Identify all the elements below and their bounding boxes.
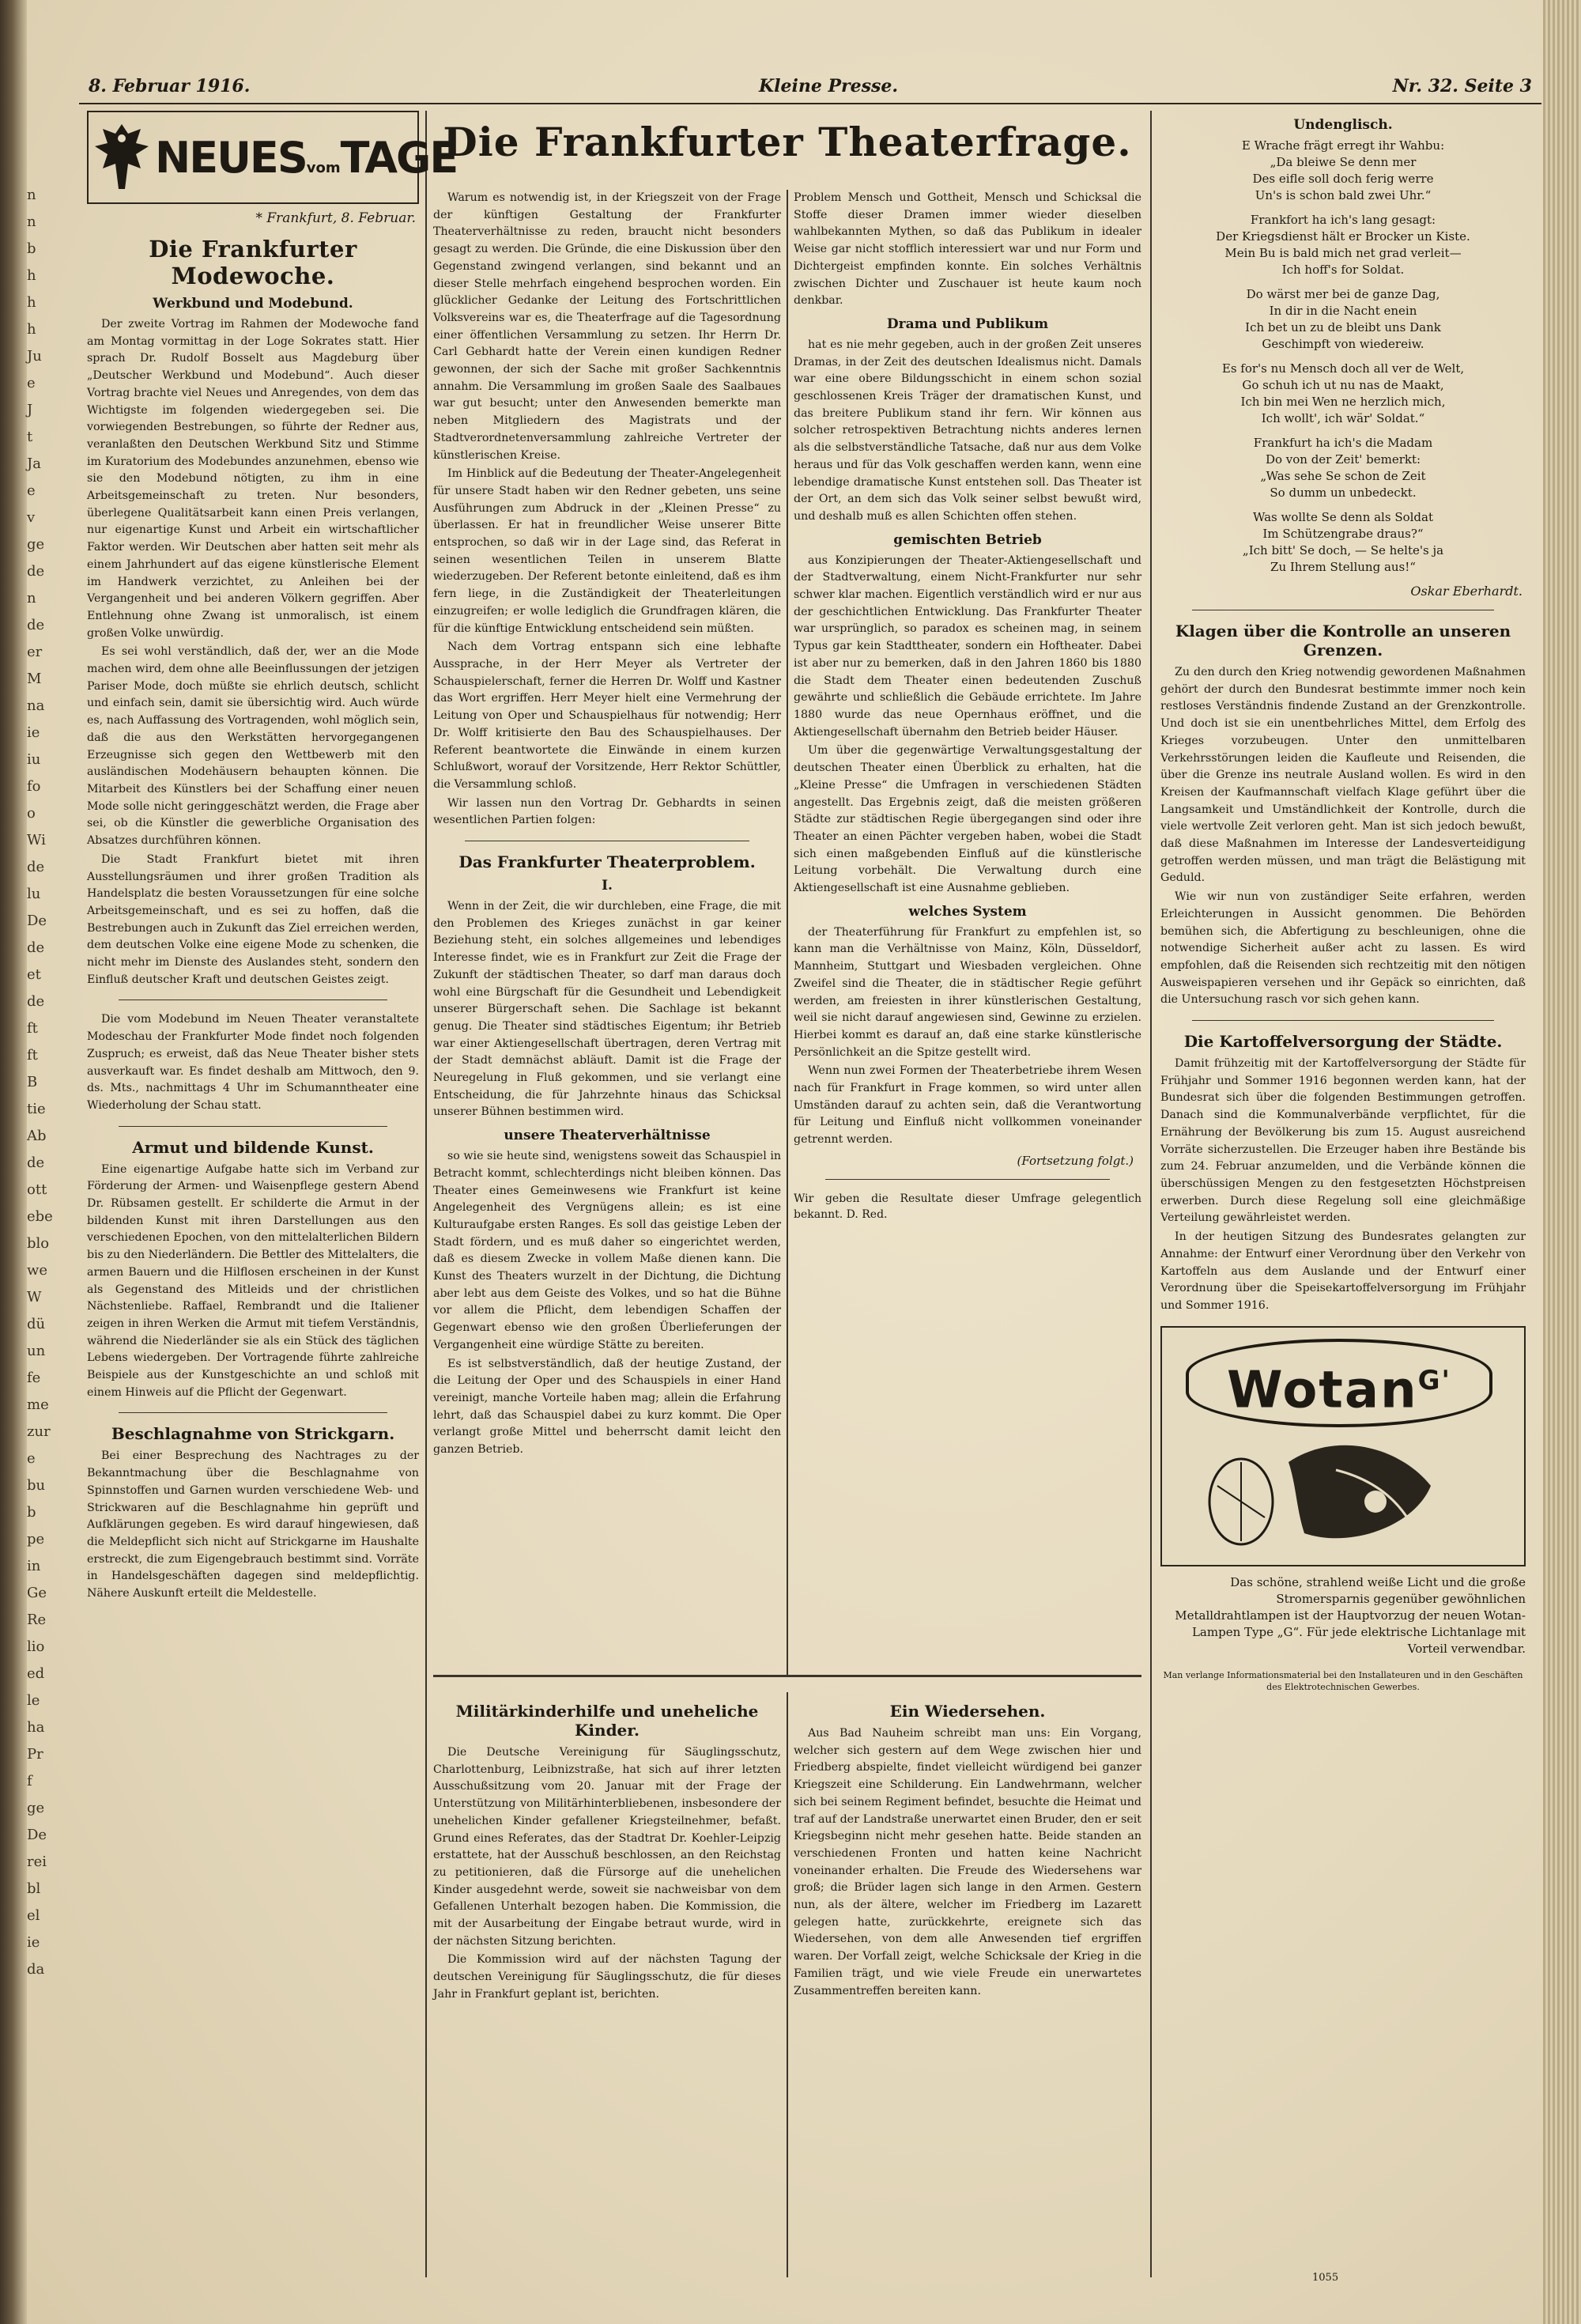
article-paragraph: In der heutigen Sitzung des Bundesrates gelangten zur Annahme: der Entwurf einer Verordnung über den Verkehr von Kartoffeln aus dem Auslande und der Entwurf einer Verordnung über die Speisekartoffelversorgung im Frühjahr und Sommer 1916. — [1160, 1230, 1526, 1312]
facing-page-fragment: fe — [27, 1370, 41, 1386]
wotan-logo: Wotan$^{G'}$ — [1186, 1339, 1492, 1427]
section-title: Das Frankfurter Theaterproblem. — [458, 852, 756, 872]
article-paragraph: Warum es notwendig ist, in der Kriegszeit von der Frage der künftigen Gestaltung der Frankfurter Theaterverhältnisse zu reden, braucht nicht besonders gesagt zu werden. Die Gründe, die eine Diskussion über den Gegenstand zwingend verlangen, sind bekannt und an dieser Stelle mehrfach eingehend besprochen worden. Ein glücklicher Gedanke der Leitung des Fortschrittlichen Volksvereins war es, die Theaterfrage auf die Tagesordnung einer öffentlichen Versammlung zu setzen. Ihr Herrn Dr. Carl Gebhardt hatte der Verein einen kundigen Redner gewonnen, der sich der Sache mit großer Sachkenntnis annahm. Die Versammlung im großen Saale des Saalbaues war gut besucht; unter den Anwesenden bemerkte man neben Mitgliedern des Magistrats und der Stadtverordnetenversammlung zahlreiche Vertreter der künstlerischen Kreise. — [433, 191, 781, 462]
article-title-strickgarn: Beschlagnahme von Strickgarn. — [111, 1424, 395, 1444]
facing-page-fragment: de — [27, 617, 45, 633]
facing-page-fragment: t — [27, 429, 33, 445]
lamp-illustration-icon — [1178, 1415, 1494, 1557]
facing-page-fragment: in — [27, 1558, 41, 1574]
article-title-kartoffel: Die Kartoffelversorgung der Städte. — [1183, 1032, 1503, 1052]
facing-page-fragment: blo — [27, 1235, 50, 1252]
facing-page-fragment: me — [27, 1396, 49, 1413]
facing-page-fragment: Ju — [27, 348, 42, 365]
facing-page-fragment: rei — [27, 1854, 47, 1870]
facing-page-fragment: bu — [27, 1477, 46, 1494]
editor-note: Wir geben die Resultate dieser Umfrage gelegentlich bekannt. D. Red. — [794, 1192, 1141, 1221]
facing-page-fragment: ie — [27, 724, 40, 741]
facing-page-fragment: da — [27, 1961, 45, 1978]
facing-page-fragment: Ge — [27, 1585, 47, 1601]
facing-page-fragment: J — [27, 402, 33, 418]
facing-page-fragment: lio — [27, 1638, 45, 1655]
neues-vom-tage-logo — [87, 111, 458, 204]
facing-page-fragment: Wi — [27, 832, 46, 848]
facing-page-fragment: ha — [27, 1719, 45, 1736]
poem-stanza: Frankfurt ha ich's die Madam Do von der Zeit' bemerkt: „Was sehe Se schon de Zeit So dumm un unbedeckt. — [1253, 436, 1433, 500]
facing-page-fragment: fo — [27, 778, 41, 795]
facing-page-fragment: n — [27, 590, 36, 607]
facing-page-fragment: b — [27, 240, 36, 257]
advertisement-text: Das schöne, strahlend weiße Licht und die große Stromersparnis gegenüber gewöhnlichen Metalldrahtlampen ist der Hauptvorzug der neuen Wotan-Lampen Type „G“. Für jede elektrische Lichtanlage mit Vorteil verwendbar. — [1175, 1574, 1526, 1656]
column-rule — [425, 111, 427, 2277]
article-title-militaerkinder: Militärkinderhilfe und uneheliche Kinder. — [455, 1702, 759, 1740]
facing-page-fragment: de — [27, 563, 45, 580]
facing-page-fragment: ge — [27, 536, 45, 553]
article-paragraph: Im Hinblick auf die Bedeutung der Theater-Angelegenheit für unsere Stadt haben wir den Redner gebeten, uns seine Ausführungen zum Abdruck in der „Kleinen Presse“ zu überlassen. Er hat in freundlicher Weise unserer Bitte entsprochen, so daß wir in der Lage sind, das Referat in seinen wesentlichen Teilen in unserem Blatte wiederzugeben. Der Referent betonte einleitend, daß es ihm fern liege, in die Zuständigkeit der Theaterleitungen einzugreifen; er wolle lediglich die Grundfragen klären, die für die künftige Entwicklung entscheidend sein müßten. — [433, 467, 781, 635]
article-title-modewoche: Die Frankfurter Modewoche. — [149, 236, 357, 289]
facing-page-fragment: h — [27, 267, 36, 284]
facing-page-fragment: e — [27, 482, 36, 499]
facing-page-fragment: Ja — [27, 455, 41, 472]
facing-page-fragment: de — [27, 1154, 45, 1171]
divider — [825, 1179, 1110, 1180]
article-paragraph: Wir lassen nun den Vortrag Dr. Gebhardts in seinen wesentlichen Partien folgen: — [433, 796, 781, 827]
divider — [119, 1126, 387, 1127]
facing-page-fragment: dü — [27, 1316, 46, 1332]
poem-stanza: Was wollte Se denn als Soldat Im Schützengrabe draus?“ „Ich bitt' Se doch, — Se helte's ja Zu Ihrem Stellung aus!“ — [1242, 510, 1444, 574]
facing-page-fragment: M — [27, 671, 42, 687]
facing-page-fragment: de — [27, 859, 45, 875]
poem-title: Undenglisch. — [1293, 117, 1393, 133]
facing-page-fragment: na — [27, 697, 45, 714]
article-paragraph: Wenn in der Zeit, die wir durchleben, eine Frage, die mit den Problemen des Krieges zunächst in gar keiner Beziehung steht, ein solches allgemeines und lebendiges Interesse findet, wie es in Frankfurt zur Zeit die Frage der Zukunft der städtischen Theater, so darf man daraus doch wohl eine Bürgschaft für die Gesundheit und Lebendigkeit unserer Bürgerschaft sehen. Die Sachlage ist bekannt genug. Die Theater sind städtisches Eigentum; ihr Betrieb war einer Aktiengesellschaft übertragen, deren Vertrag mit der Stadt demnächst abläuft. Damit ist die Frage der Neuregelung in Fluß gekommen, und sie verlangt eine Entscheidung, die für Jahrzehnte hinaus das Schicksal unserer Bühnen bestimmen wird. — [433, 900, 781, 1119]
facing-page-fragment: we — [27, 1262, 48, 1279]
article-paragraph: aus Konzipierungen der Theater-Aktiengesellschaft und der Stadtverwaltung, einem Nicht-Frankfurter nur sehr schwer klar machen. Eigentlich verständlich wird er nur aus der geschichtlichen Entwicklung. Das Frankfurter Theater war ursprünglich, so paradox es scheinen mag, in seinem Typus gar kein Stadttheater, sondern ein Hoftheater. Dabei ist aber nur zu bemerken, daß in den Jahren 1860 bis 1880 die Stadt dem Theater einen bedeutenden Zuschuß gewährte und schließlich die Gebäude errichtete. Im Jahre 1880 wurde das neue Opernhaus eröffnet, und die Aktiengesellschaft übernahm den Betrieb beider Häuser. — [794, 554, 1141, 739]
facing-page-fragment: ge — [27, 1800, 45, 1816]
article-paragraph: so wie sie heute sind, wenigstens soweit das Schauspiel in Betracht kommt, schlechterdings nicht bleiben können. Das Theater eines Gemeinwesens wie Frankfurt ist keine Angelegenheit des Vergnügens allein; es ist eine Kulturaufgabe ersten Ranges. Es soll das geistige Leben der Stadt fördern, und es muß daher so eingerichtet werden, daß es diesem Zwecke in vollem Maße dienen kann. Die Kunst des Theaters wurzelt in der Dichtung, die Dichtung aber lebt aus dem Geiste des Volkes, und so hat die Bühne vor allem die Pflicht, dem lebendigen Schaffen der Gegenwart ebenso wie den großen Überlieferungen der Vergangenheit eine würdige Stätte zu bereiten. — [433, 1150, 781, 1351]
facing-page-fragment: tie — [27, 1101, 46, 1117]
section-number: I. — [602, 878, 613, 894]
facing-page-fragment: n — [27, 214, 36, 230]
header-paper-name: Kleine Presse. — [759, 76, 899, 96]
column-rule — [787, 190, 788, 1676]
facing-page-fragment: Pr — [27, 1746, 43, 1763]
facing-page-fragment: f — [27, 1773, 32, 1789]
article-paragraph: Wenn nun zwei Formen der Theaterbetriebe ihrem Wesen nach für Frankfurt in Frage kommen, so wird unter allen Umständen darauf zu achten sein, daß die Verantwortung für Leitung und Einfluß nicht vollkommen voneinander getrennt werden. — [794, 1064, 1141, 1147]
facing-page-fragment: W — [27, 1289, 42, 1306]
article-paragraph: Damit frühzeitig mit der Kartoffelversorgung der Städte für Frühjahr und Sommer 1916 begonnen werden kann, hat der Bundesrat sich über die folgenden Bestimmungen getroffen. Danach sind die Kommunalverbände verpflichtet, für die Ernährung der Bevölkerung bis zum 15. August ausreichend Vorräte sicherzustellen. Die Erzeuger haben ihre Bestände bis zum 24. Februar anzumelden, und die Verbände können die überschüssigen Mengen zu den festgesetzten Höchstpreisen erwerben. Durch diese Regelung soll eine gleichmäßige Verteilung gewährleistet werden. — [1160, 1057, 1526, 1225]
dateline: * Frankfurt, 8. Februar. — [255, 210, 416, 226]
continued-note: (Fortsetzung folgt.) — [1017, 1153, 1134, 1168]
header-date: 8. Februar 1916. — [89, 76, 251, 96]
facing-page-fragment: lu — [27, 886, 41, 902]
poem-stanza: E Wrache frägt erregt ihr Wahbu: „Da bleiwe Se denn mer Des eifle soll doch ferig werre Un's is schon bald zwei Uhr.“ — [1241, 138, 1445, 202]
article-paragraph: Der zweite Vortrag im Rahmen der Modewoche fand am Montag vormittag in der Loge Sokrates statt. Hier sprach Dr. Rudolf Bosselt aus Magdeburg über „Deutscher Werkbund und Modebund“. Auch dieser Vortrag brachte viel Neues und Anregendes, von dem das Wichtigste im folgenden wiedergegeben sei. Die vorwiegenden Bestrebungen, so führte der Redner aus, veranlaßten den Deutschen Werkbund Sitz und Stimme im Kuratorium des Modebundes anzunehmen, ebenso wie sie den Modebund nötigten, zu ihm in eine Arbeitsgemeinschaft zu treten. Nur besonders, überlegene Qualitätsarbeit kann einen Preis verlangen, nur eigenartige Kunst und Arbeit ein wirtschaftlicher Faktor werden. Wir Deutschen aber hatten seit mehr als einem Jahrhundert auf das eigene künstlerische Element im Handwerk verzichtet, zu Anleihen bei der Vergangenheit und bei anderen Völkern gegriffen. Aber Entlehnung ohne Zwang ist unmoralisch, ist einem großen Volke unwürdig. — [87, 318, 419, 640]
facing-page-fragment: ed — [27, 1665, 45, 1682]
facing-page-fragment: h — [27, 294, 36, 311]
poem-stanza: Do wärst mer bei de ganze Dag, In dir in die Nacht enein Ich bet un zu de bleibt uns Dank Geschimpft von wiedereiw. — [1245, 287, 1441, 351]
article-paragraph: Wie wir nun von zuständiger Seite erfahren, werden Erleichterungen in Aussicht genommen. Die Behörden bemühen sich, die Abfertigung zu beschleunigen, ohne die notwendige Sicherheit außer acht zu lassen. Es wird empfohlen, daß die Reisenden sich rechtzeitig mit den nötigen Ausweispapieren versehen und ihr Gepäck so einrichten, daß die Untersuchung rasch vor sich gehen kann. — [1160, 890, 1526, 1007]
facing-page-fragment: iu — [27, 751, 41, 768]
lower-column-2 — [433, 1692, 781, 2277]
facing-page-fragment: b — [27, 1504, 36, 1521]
divider — [119, 1412, 387, 1413]
poem-stanza: Es for's nu Mensch doch all ver de Welt, Go schuh ich ut nu nas de Maakt, Ich bin mei Wen ne herzlich mich, Ich wollt', ich wär' Soldat.“ — [1221, 361, 1465, 425]
article-paragraph: Bei einer Besprechung des Nachtrages zu der Bekanntmachung über die Beschlagnahme von Spinnstoffen und Garnen wurden verschiedene Web- und Strickwaren auf die Beschlagnahme hin geprüft und Aufklärungen gegeben. Es wird darauf hingewiesen, daß die Meldepflicht sich nicht auf Strickgarne im Haushalte erstreckt, die zum Eigengebrauch bestimmt sind. Vorräte in Handelsgeschäften dagegen sind meldepflichtig. Nähere Auskunft erteilt die Meldestelle. — [87, 1449, 419, 1600]
facing-page-fragment: zur — [27, 1423, 51, 1440]
article-paragraph: Aus Bad Nauheim schreibt man uns: Ein Vorgang, welcher sich gestern auf dem Wege zwischen hier und Friedberg abspielte, findet vielleicht würdigend bei ganzer Kriegszeit eine Schilderung. Ein Landwehrmann, welcher sich bei seinem Regiment befindet, besuchte die Heimat und traf auf der Landstraße unerwartet einen Bruder, den er seit Kriegsbeginn nicht mehr gesehen hatte. Beide standen an verschiedenen Fronten und hatten keine Nachricht voneinander erhalten. Die Freude des Wiedersehens war groß; die Brüder lagen sich lange in den Armen. Gestern nun, als der ältere, welcher im Friedberg im Lazarett gelegen hatte, zurückkehrte, ereignete sich das Wiedersehen, von dem alle Anwesenden tief ergriffen waren. Der Vorfall zeigt, welche Schicksale der Krieg in die Familien trägt, und wie viele Freude ein unerwartetes Zusammentreffen bereiten kann. — [794, 1727, 1141, 1997]
article-paragraph: Es sei wohl verständlich, daß der, wer an die Mode machen wird, dem ohne alle Beeinflussungen der jetzigen Pariser Mode, doch müßte sie ehrlich deutsch, schlicht und einfach sein, damit sie übersichtig wird. Auch würde es, nach Auffassung des Vortragenden, wohl möglich sein, daß die aus den Werkstätten hervorgegangenen Erzeugnisse sich gegen den Wettbewerb mit den ausländischen Modehäusern behaupten können. Die Mitarbeit des Künstlers bei der Schaffung einer neuen Mode solle nicht geringgeschätzt werden, die Frage aber sei, ob die Künstler die gewerbliche Organisation des Absatzes durchführen können. — [87, 645, 419, 848]
article-title-grenzen: Klagen über die Kontrolle an unseren Grenzen. — [1175, 622, 1511, 659]
running-header — [79, 68, 1541, 104]
article-paragraph: hat es nie mehr gegeben, auch in der großen Zeit unseres Dramas, in der Zeit des deutschen Idealismus nicht. Damals war eine obere Bildungsschicht in einem schon sozial geschlossenen Kreis Träger der dramatischen Kunst, und das breitere Publikum stand ihr fern. Wir können aus solcher retrospektiven Betrachtung nichts anderes lernen als die selbstverständliche Tatsache, daß nur aus dem Volke heraus und für das Volk geschaffen werden kann, wenn eine lebendige dramatische Kunst entstehen soll. Das Theater ist der Ort, an dem sich das Volk seiner selbst bewußt wird, und deshalb muß es allen Schichten offen stehen. — [794, 338, 1141, 523]
facing-page-fragment: v — [27, 509, 36, 526]
article-paragraph: der Theaterführung für Frankfurt zu empfehlen ist, so kann man die Verhältnisse von Mainz, Köln, Düsseldorf, Mannheim, Stuttgart und Wiesbaden vergleichen. Ohne Zweifel sind die Theater, die in städtischer Regie geführt werden, am freiesten in ihrer künstlerischen Gestaltung, weil sie nicht darauf angewiesen sind, Gewinne zu erzielen. Hierbei kommt es darauf an, daß eine starke künstlerische Persönlichkeit an die Spitze gestellt wird. — [794, 925, 1141, 1059]
facing-page-fragment: pe — [27, 1531, 45, 1547]
facing-page-fragment: h — [27, 321, 36, 338]
column-1 — [87, 111, 458, 2277]
article-paragraph: Nach dem Vortrag entspann sich eine lebhafte Aussprache, in der Herr Meyer als Vertreter der Schauspielerschaft, ferner die Herren Dr. Wolff und Kastner das Wort ergriffen. Herr Meyer hielt eine Vermehrung der Leitung von Oper und Schauspielhaus für notwendig; Herr Dr. Wolff kritisierte den Bau des Schauspielhauses. Der Referent beantwortete die Einwände in einem kurzen Schlußwort, worauf der Vorsitzende, Herr Rektor Schüttler, die Versammlung schloß. — [433, 641, 781, 791]
facing-page-fragment: n — [27, 187, 36, 203]
facing-page-fragment: er — [27, 644, 43, 660]
divider — [1192, 1020, 1494, 1021]
inline-subheading: unsere Theaterverhältnisse — [504, 1128, 711, 1144]
article-paragraph: Problem Mensch und Gottheit, Mensch und Schicksal die Stoffe dieser Dramen immer wieder dieselben wahlbekannten Mythen, so daß das Publikum in idealer Weise gar nicht stofflich interessiert war und nur Form und Dichtergeist empfinden konnte. Ein solches Verhältnis zwischen Dichter und Zuschauer ist heute kaum noch denkbar. — [794, 191, 1141, 308]
article-subtitle: Werkbund und Modebund. — [153, 296, 353, 312]
article-title-wiedersehen: Ein Wiedersehen. — [889, 1702, 1046, 1721]
column-rule — [787, 1692, 788, 2277]
facing-page-fragment: e — [27, 375, 36, 391]
article-paragraph: Es ist selbstverständlich, daß der heutige Zustand, der die Leitung der Oper und des Schauspiels in einer Hand vereinigt, manche Vorteile haben mag; allein die Erfahrung lehrt, daß das Schauspiel dabei zu kurz kommt. Die Oper verlangt große Mittel und beherrscht damit leicht den ganzen Betrieb. — [433, 1357, 781, 1457]
article-paragraph: Die vom Modebund im Neuen Theater veranstaltete Modeschau der Frankfurter Mode findet noch folgenden Zuspruch; es erweist, daß das Neue Theater bisher stets ausverkauft war. Es findet deshalb am Mittwoch, den 9. ds. Mts., nachmittags 4 Uhr im Schumanntheater eine Wiederholung der Schau statt. — [87, 1013, 419, 1112]
article-paragraph: Die Kommission wird auf der nächsten Tagung der deutschen Vereinigung für Säuglingsschutz, die für dieses Jahr in Frankfurt geplant ist, berichten. — [433, 1953, 781, 2001]
facing-page-fragment: e — [27, 1450, 36, 1467]
page-number: 1055 — [1312, 2272, 1339, 2284]
facing-page-fragment: de — [27, 939, 45, 956]
inline-subheading: gemischten Betrieb — [893, 531, 1042, 548]
page-edges — [1543, 0, 1581, 2324]
article-paragraph: Zu den durch den Krieg notwendig gewordenen Maßnahmen gehört der durch den Bundesrat bestimmte immer noch kein restloses Verständnis findende Zustand an der Grenzkontrolle. Und doch ist sie ein unentbehrliches Mittel, dem Erfolg des Krieges vorzubeugen. Unter den unmittelbaren Verkehrsstörungen leiden die Kaufleute und Reisenden, die über die Grenze ins neutrale Ausland wollen. Es wird in den Kreisen der Kaufmannschaft vielfach Klage geführt über die Langsamkeit und Umständlichkeit der Kontrolle, durch die viele wertvolle Zeit verloren geht. Man ist sich jedoch bewußt, daß diese Maßnahmen im Interesse der Landesverteidigung getroffen werden müssen, und man trägt die Belästigung mit Geduld. — [1160, 666, 1526, 885]
facing-page-fragment: o — [27, 805, 36, 822]
facing-page-fragment: et — [27, 966, 41, 983]
facing-page-fragment: un — [27, 1343, 46, 1359]
article-paragraph: Die Deutsche Vereinigung für Säuglingsschutz, Charlottenburg, Leibnizstraße, hat sich auf ihrer letzten Ausschußsitzung vom 20. Januar mit der Frage der Unterstützung von Militärhinterbliebenen, insbesondere der unehelichen Kinder gefallener Kriegsteilnehmer, befaßt. Grund eines Referates, das der Stadtrat Dr. Koehler-Leipzig erstattete, hat der Ausschuß beschlossen, an den Reichstag zu petitionieren, daß die Fürsorge auf die unehelichen Kinder ausgedehnt werde, soweit sie nachweisbar von dem Gefallenen Unterhalt bezogen haben. Die Kommission, die mit der Ausarbeitung der Eingabe betraut wurde, wird in der nächsten Sitzung berichten. — [433, 1746, 781, 1948]
logo-wordmark: NEUESvomTAGE — [155, 132, 458, 183]
facing-page-fragment: ebe — [27, 1208, 53, 1225]
facing-page-strip — [27, 182, 51, 2277]
facing-page-fragment: ft — [27, 1020, 38, 1037]
horizontal-rule — [433, 1675, 1141, 1677]
facing-page-fragment: De — [27, 1827, 47, 1843]
header-issue-page: Nr. 32. Seite 3 — [1392, 76, 1532, 96]
poem-author: Oskar Eberhardt. — [1410, 584, 1523, 599]
advertisement-footer: Man verlange Informationsmaterial bei den Installateuren und in den Geschäften des Elektrotechnischen Gewerbes. — [1163, 1669, 1523, 1692]
article-paragraph: Um über die gegenwärtige Verwaltungsgestaltung der deutschen Theater einen Überblick zu erhalten, hat die „Kleine Presse“ die Umfragen in verschiedenen Städten angestellt. Das Ergebnis zeigt, daß die meisten größeren Städte zur städtischen Regie übergegangen sind oder ihre Theater an einen Pächter vergeben haben, wobei die Stadt sich einen maßgebenden Einfluß auf die künstlerische Leitung vorbehält. Die Verwaltung durch eine Aktiengesellschaft ist eine Ausnahme geblieben. — [794, 744, 1141, 895]
book-binding — [0, 0, 27, 2324]
column-rule — [1150, 111, 1152, 2277]
article-title-armut: Armut und bildende Kunst. — [132, 1137, 374, 1157]
facing-page-fragment: bl — [27, 1880, 41, 1897]
facing-page-fragment: Re — [27, 1612, 47, 1628]
facing-page-fragment: ie — [27, 1934, 40, 1951]
facing-page-fragment: de — [27, 993, 45, 1010]
column-3 — [794, 190, 1141, 1668]
column-4 — [1160, 111, 1526, 2277]
column-2 — [433, 190, 781, 1668]
inline-subheading: welches System — [908, 903, 1027, 920]
facing-page-fragment: el — [27, 1907, 40, 1924]
facing-page-fragment: ft — [27, 1047, 38, 1064]
wotan-lamp-advertisement — [1160, 1326, 1526, 1566]
facing-page-fragment: De — [27, 913, 47, 929]
article-paragraph: Die Stadt Frankfurt bietet mit ihren Ausstellungsräumen und ihrer großen Tradition als Handelsplatz die besten Voraussetzungen für eine solche Arbeitsgemeinschaft, und es sei zu hoffen, daß die Bestrebungen auch in Zukunft das Ziel erreichen werden, dem deutschen Volke eine eigene Mode zu schenken, die nicht mehr im Dienste des Auslandes steht, sondern den Einfluß deutscher Kraft und deutschen Geistes zeigt. — [87, 852, 419, 986]
eagle-icon — [93, 118, 150, 197]
inline-subheading: Drama und Publikum — [886, 316, 1049, 332]
facing-page-fragment: Ab — [27, 1128, 47, 1144]
poem-stanza: Frankfort ha ich's lang gesagt: Der Kriegsdienst hält er Brocker un Kiste. Mein Bu is bald mich net grad verleit— Ich hoff's for Soldat. — [1216, 213, 1470, 277]
article-paragraph: Eine eigenartige Aufgabe hatte sich im Verband zur Förderung der Armen- und Waisenpflege gestern Abend Dr. Rübsamen gestellt. Er schilderte die Armut in der bildenden Kunst mit ihren Darstellungen aus den verschiedenen Epochen, von den mittelalterlichen Bildern bis zu den Niederländern. Die Bettler des Mittelalters, die armen Bauern und die Hilflosen erscheinen in der Kunst als Gegenstand des Mitleids und der christlichen Nächstenliebe. Raffael, Rembrandt und die Italiener zeigen in ihren Werken die Armut mit tiefem Verständnis, während die Niederländer sie als ein Stück des täglichen Lebens wiedergeben. Der Vortragende führte zahlreiche Beispiele aus der Kunstgeschichte an und schloß mit einem Hinweis auf die Pflicht der Gegenwart. — [87, 1162, 419, 1399]
lower-column-3 — [794, 1692, 1141, 2277]
main-article-title: Die Frankfurter Theaterfrage. — [443, 119, 1132, 165]
facing-page-fragment: ott — [27, 1181, 47, 1198]
facing-page-fragment: le — [27, 1692, 40, 1709]
facing-page-fragment: B — [27, 1074, 38, 1090]
